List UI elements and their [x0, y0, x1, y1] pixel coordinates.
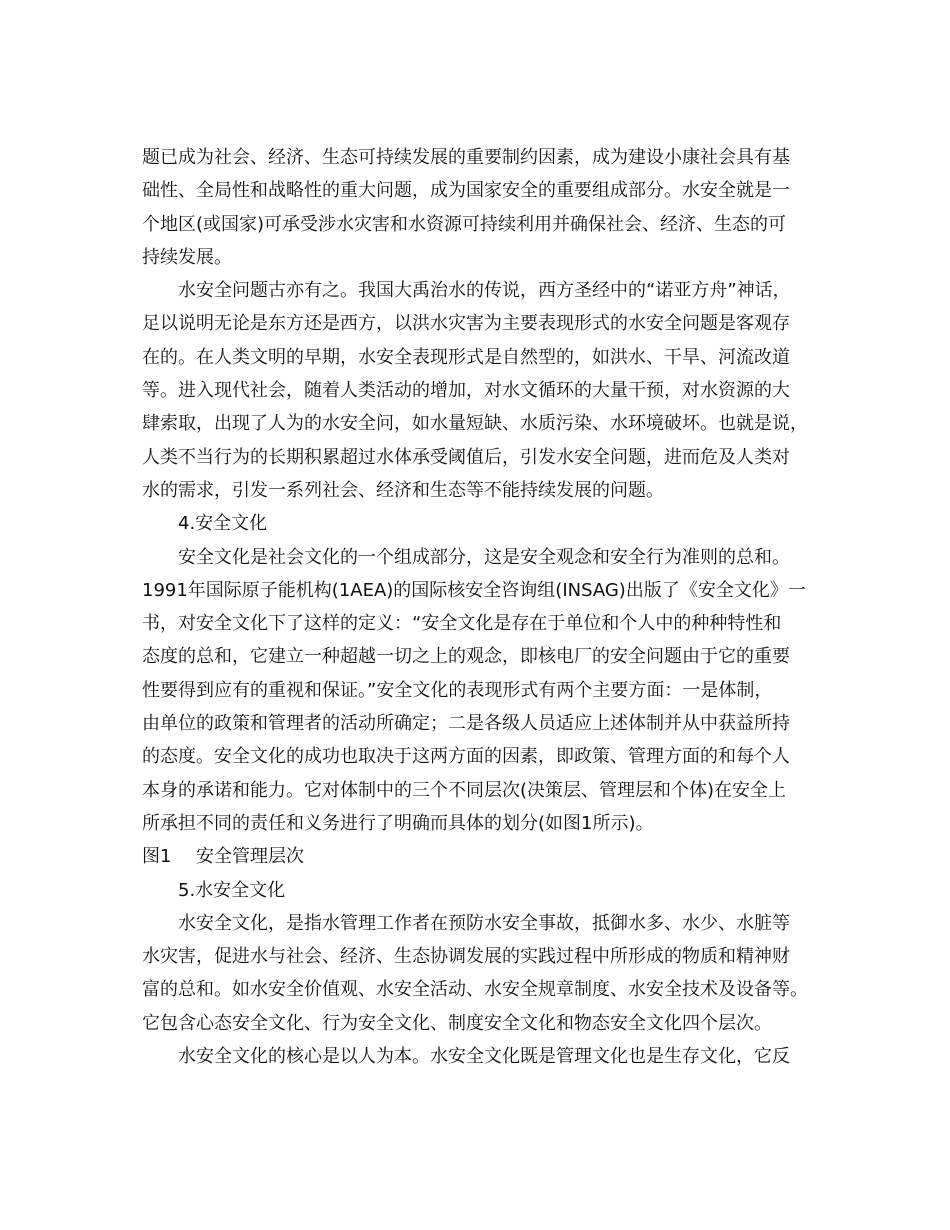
paragraph-line: 水灾害，促进水与社会、经济、生态协调发展的实践过程中所形成的物质和精神财 — [142, 946, 790, 968]
paragraph-line: 书，对安全文化下了这样的定义：“安全文化是存在于单位和个人中的种种特性和 — [142, 613, 782, 635]
section-heading: 5.水安全文化 — [178, 879, 286, 901]
document-body — [142, 141, 837, 1073]
paragraph-line: 持续发展。 — [142, 246, 232, 268]
figure-label: 图1 — [142, 846, 172, 868]
figure-title: 安全管理层次 — [196, 846, 304, 868]
paragraph-line: 态度的总和，它建立一种超越一切之上的观念，即核电厂的安全问题由于它的重要 — [142, 646, 790, 668]
paragraph-line: 富的总和。如水安全价值观、水安全活动、水安全规章制度、水安全技术及设备等。 — [142, 979, 808, 1001]
paragraph-line: 水安全文化的核心是以人为本。水安全文化既是管理文化也是生存文化，它反 — [178, 1046, 790, 1068]
paragraph-line: 安全文化是社会文化的一个组成部分，这是安全观念和安全行为准则的总和。 — [178, 546, 790, 568]
paragraph-line: 水安全问题古亦有之。我国大禹治水的传说，西方圣经中的“诺亚方舟”神话， — [178, 280, 791, 302]
paragraph-line: 水的需求，引发一系列社会、经济和生态等不能持续发展的问题。 — [142, 479, 664, 501]
paragraph-line: 它包含心态安全文化、行为安全文化、制度安全文化和物态安全文化四个层次。 — [142, 1012, 772, 1034]
paragraph-line: 性要得到应有的重视和保证。”安全文化的表现形式有两个主要方面：一是体制， — [142, 679, 773, 701]
section-heading: 4.安全文化 — [178, 513, 268, 535]
figure-caption — [142, 840, 837, 873]
paragraph-line: 题已成为社会、经济、生态可持续发展的重要制约因素，成为建设小康社会具有基 — [142, 147, 790, 168]
paragraph-line: 人类不当行为的长期积累超过水体承受阈值后，引发水安全问题，进而危及人类对 — [142, 446, 790, 468]
paragraph-line: 足以说明无论是东方还是西方，以洪水灾害为主要表现形式的水安全问题是客观存 — [142, 313, 790, 335]
paragraph-line: 础性、全局性和战略性的重大问题，成为国家安全的重要组成部分。水安全就是一 — [142, 180, 790, 202]
paragraph-line: 水安全文化，是指水管理工作者在预防水安全事故，抵御水多、水少、水脏等 — [178, 912, 790, 934]
paragraph-line: 肆索取，出现了人为的水安全问，如水量短缺、水质污染、水环境破坏。也就是说， — [142, 413, 808, 435]
paragraph-line: 等。进入现代社会，随着人类活动的增加，对水文循环的大量干预，对水资源的大 — [142, 380, 790, 402]
paragraph-line: 1991年国际原子能机构(1AEA)的国际核安全咨询组(INSAG)出版了《安全文化》一 — [142, 579, 806, 601]
paragraph-line: 由单位的政策和管理者的活动所确定；二是各级人员适应上述体制并从中获益所持 — [142, 713, 790, 735]
paragraph-line: 在的。在人类文明的早期，水安全表现形式是自然型的，如洪水、干旱、河流改道 — [142, 346, 790, 368]
paragraph-line: 的态度。安全文化的成功也取决于这两方面的因素，即政策、管理方面的和每个人 — [142, 746, 790, 768]
paragraph-line: 个地区(或国家)可承受涉水灾害和水资源可持续利用并确保社会、经济、生态的可 — [142, 213, 787, 235]
paragraph-line: 所承担不同的责任和义务进行了明确而具体的划分(如图1所示)。 — [142, 812, 654, 834]
paragraph-line: 本身的承诺和能力。它对体制中的三个不同层次(决策层、管理层和个体)在安全上 — [142, 779, 787, 801]
